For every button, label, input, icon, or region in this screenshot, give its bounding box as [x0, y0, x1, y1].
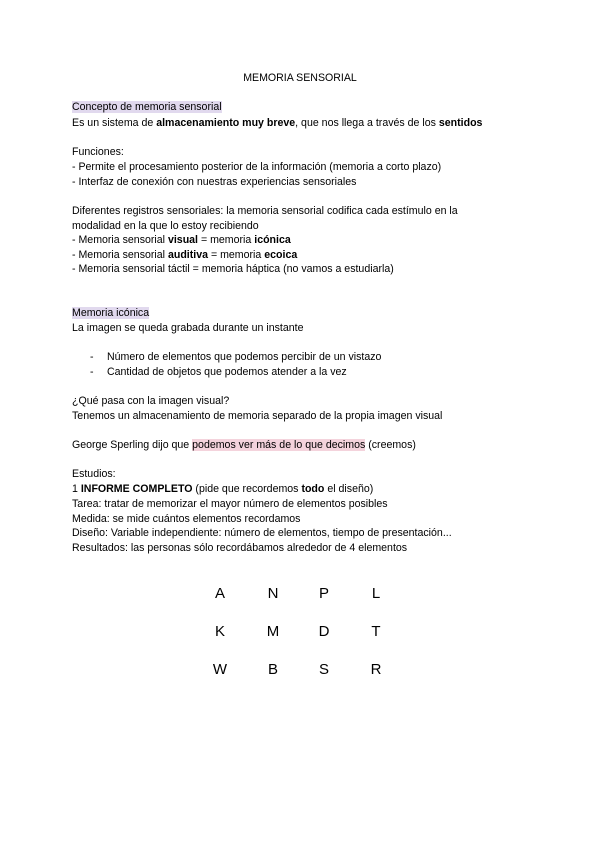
- funciones-item: - Interfaz de conexión con nuestras experiencias sensoriales: [72, 176, 357, 188]
- registro-visual: - Memoria sensorial visual = memoria icónica: [72, 234, 291, 246]
- pregunta-a: Tenemos un almacenamiento de memoria separado de la propia imagen visual: [72, 410, 443, 422]
- grid-letter: L: [371, 585, 381, 602]
- iconica-text: La imagen se queda grabada durante un instante: [72, 322, 304, 334]
- estudios-resultados: Resultados: las personas sólo recordábamos alrededor de 4 elementos: [72, 542, 408, 554]
- grid-letter: T: [371, 623, 381, 640]
- funciones-heading: Funciones:: [72, 146, 124, 158]
- registros-line: modalidad en la que lo estoy recibiendo: [72, 220, 259, 232]
- concepto-heading: Concepto de memoria sensorial: [72, 101, 222, 113]
- grid-letter: W: [212, 661, 228, 678]
- estudios-tarea: Tarea: tratar de memorizar el mayor número de elementos posibles: [72, 498, 388, 510]
- list-item: - Número de elementos que podemos percibir de un vistazo: [90, 351, 382, 363]
- grid-letter: N: [267, 585, 279, 602]
- registro-auditiva: - Memoria sensorial auditiva = memoria ecoica: [72, 249, 298, 261]
- estudios-medida: Medida: se mide cuántos elementos recordamos: [72, 513, 301, 525]
- grid-letter: P: [318, 585, 329, 602]
- grid-letter: K: [214, 623, 225, 640]
- list-item: - Cantidad de objetos que podemos atender a la vez: [90, 366, 347, 378]
- pregunta-q: ¿Qué pasa con la imagen visual?: [72, 395, 230, 407]
- grid-letter: M: [266, 623, 280, 640]
- sperling-text: George Sperling dijo que podemos ver más de lo que decimos (creemos): [72, 439, 416, 451]
- page-title: MEMORIA SENSORIAL: [243, 72, 357, 84]
- registro-tactil: - Memoria sensorial táctil = memoria háptica (no vamos a estudiarla): [72, 263, 394, 275]
- iconica-heading: Memoria icónica: [72, 307, 150, 319]
- funciones-item: - Permite el procesamiento posterior de la información (memoria a corto plazo): [72, 161, 442, 173]
- grid-letter: A: [214, 585, 225, 602]
- registros-line: Diferentes registros sensoriales: la memoria sensorial codifica cada estímulo en la: [72, 205, 458, 217]
- grid-letter: R: [370, 661, 382, 678]
- estudios-diseno: Diseño: Variable independiente: número de elementos, tiempo de presentación...: [72, 527, 452, 539]
- grid-letter: S: [318, 661, 329, 678]
- grid-letter: D: [318, 623, 330, 640]
- grid-letter: B: [267, 661, 278, 678]
- estudios-heading: Estudios:: [72, 468, 116, 480]
- concepto-text: Es un sistema de almacenamiento muy breve, que nos llega a través de los sentidos: [72, 117, 483, 129]
- estudios-informe: 1 INFORME COMPLETO (pide que recordemos todo el diseño): [72, 483, 374, 495]
